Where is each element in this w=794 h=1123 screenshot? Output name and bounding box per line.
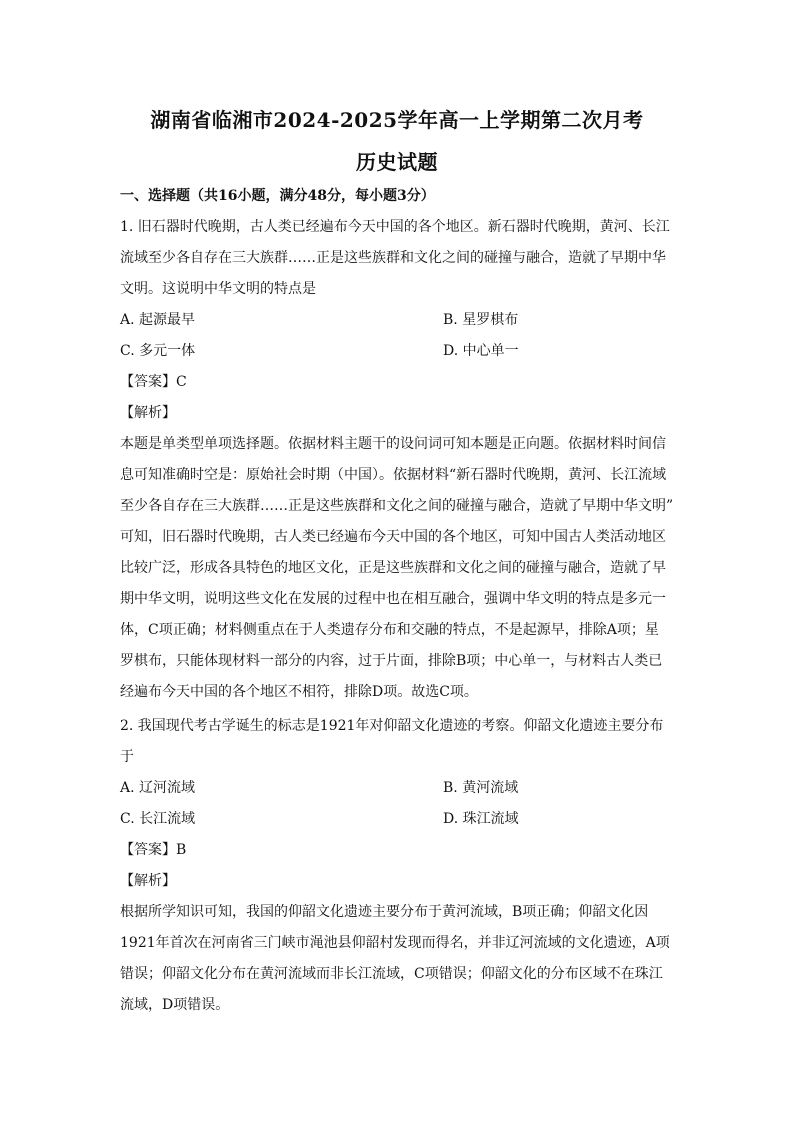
q2-option-b: B. 黄河流域 [443,780,519,796]
q2-stem-line: 2. 我国现代考古学诞生的标志是1921年对仰韶文化遗迹的考察。仰韶文化遗迹主要分布 [120,718,664,734]
q1-option-a: A. 起源最早 [120,312,196,328]
q2-analysis-line: 1921年首次在河南省三门峡市渑池县仰韶村发现而得名，并非辽河流域的文化遗迹，A项 [120,935,670,951]
q1-stem-line: 文明。这说明中华文明的特点是 [120,281,316,297]
q1-stem-line: 1. 旧石器时代晚期，古人类已经遍布今天中国的各个地区。新石器时代晚期，黄河、长江 [120,219,670,235]
section-heading: 一、选择题（共16小题，满分48分，每小题3分） [120,188,435,204]
q1-stem-line: 流域至少各自存在三大族群……正是这些族群和文化之间的碰撞与融合，造就了早期中华 [120,250,666,266]
q1-option-b: B. 星罗棋布 [443,312,519,328]
q1-analysis-label: 【解析】 [120,405,176,421]
q1-analysis-line: 期中华文明，说明这些文化在发展的过程中也在相互融合，强调中华文明的特点是多元一 [120,591,666,607]
q2-analysis-label: 【解析】 [120,873,176,889]
q1-analysis-line: 罗棋布，只能体现材料一部分的内容，过于片面，排除B项；中心单一，与材料古人类已 [120,653,663,669]
q1-analysis-line: 至少各自存在三大族群……正是这些族群和文化之间的碰撞与融合，造就了早期中华文明” [120,498,674,514]
q2-analysis-line: 根据所学知识可知，我国的仰韶文化遗迹主要分布于黄河流域，B项正确；仰韶文化因 [120,904,649,920]
q1-option-d: D. 中心单一 [443,343,519,359]
q1-analysis-line: 本题是单类型单项选择题。依据材料主题干的设问词可知本题是正向题。依据材料时间信 [120,436,666,452]
exam-title: 湖南省临湘市2024-2025学年高一上学期第二次月考 [150,108,644,132]
q1-analysis-line: 可知，旧石器时代晚期，古人类已经遍布今天中国的各个地区，可知中国古人类活动地区 [120,529,666,545]
q2-analysis-line: 错误；仰韶文化分布在黄河流域而非长江流域，C项错误；仰韶文化的分布区域不在珠江 [120,966,663,982]
q2-option-d: D. 珠江流域 [443,811,519,827]
q1-answer: 【答案】C [120,374,187,390]
q2-stem-line: 于 [120,749,134,765]
exam-subtitle: 历史试题 [356,150,438,174]
q1-analysis-line: 经遍布今天中国的各个地区不相符，排除D项。故选C项。 [120,684,478,700]
q2-answer: 【答案】B [120,842,187,858]
q2-option-a: A. 辽河流域 [120,780,196,796]
q1-analysis-line: 体，C项正确；材料侧重点在于人类遗存分布和交融的特点，不是起源早，排除A项；星 [120,622,659,638]
q1-analysis-line: 息可知准确时空是：原始社会时期（中国）。依据材料“新石器时代晚期，黄河、长江流域 [120,467,667,483]
q2-analysis-line: 流域，D项错误。 [120,997,230,1013]
q2-option-c: C. 长江流域 [120,811,196,827]
q1-analysis-line: 比较广泛，形成各具特色的地区文化，正是这些族群和文化之间的碰撞与融合，造就了早 [120,560,666,576]
q1-option-c: C. 多元一体 [120,343,196,359]
